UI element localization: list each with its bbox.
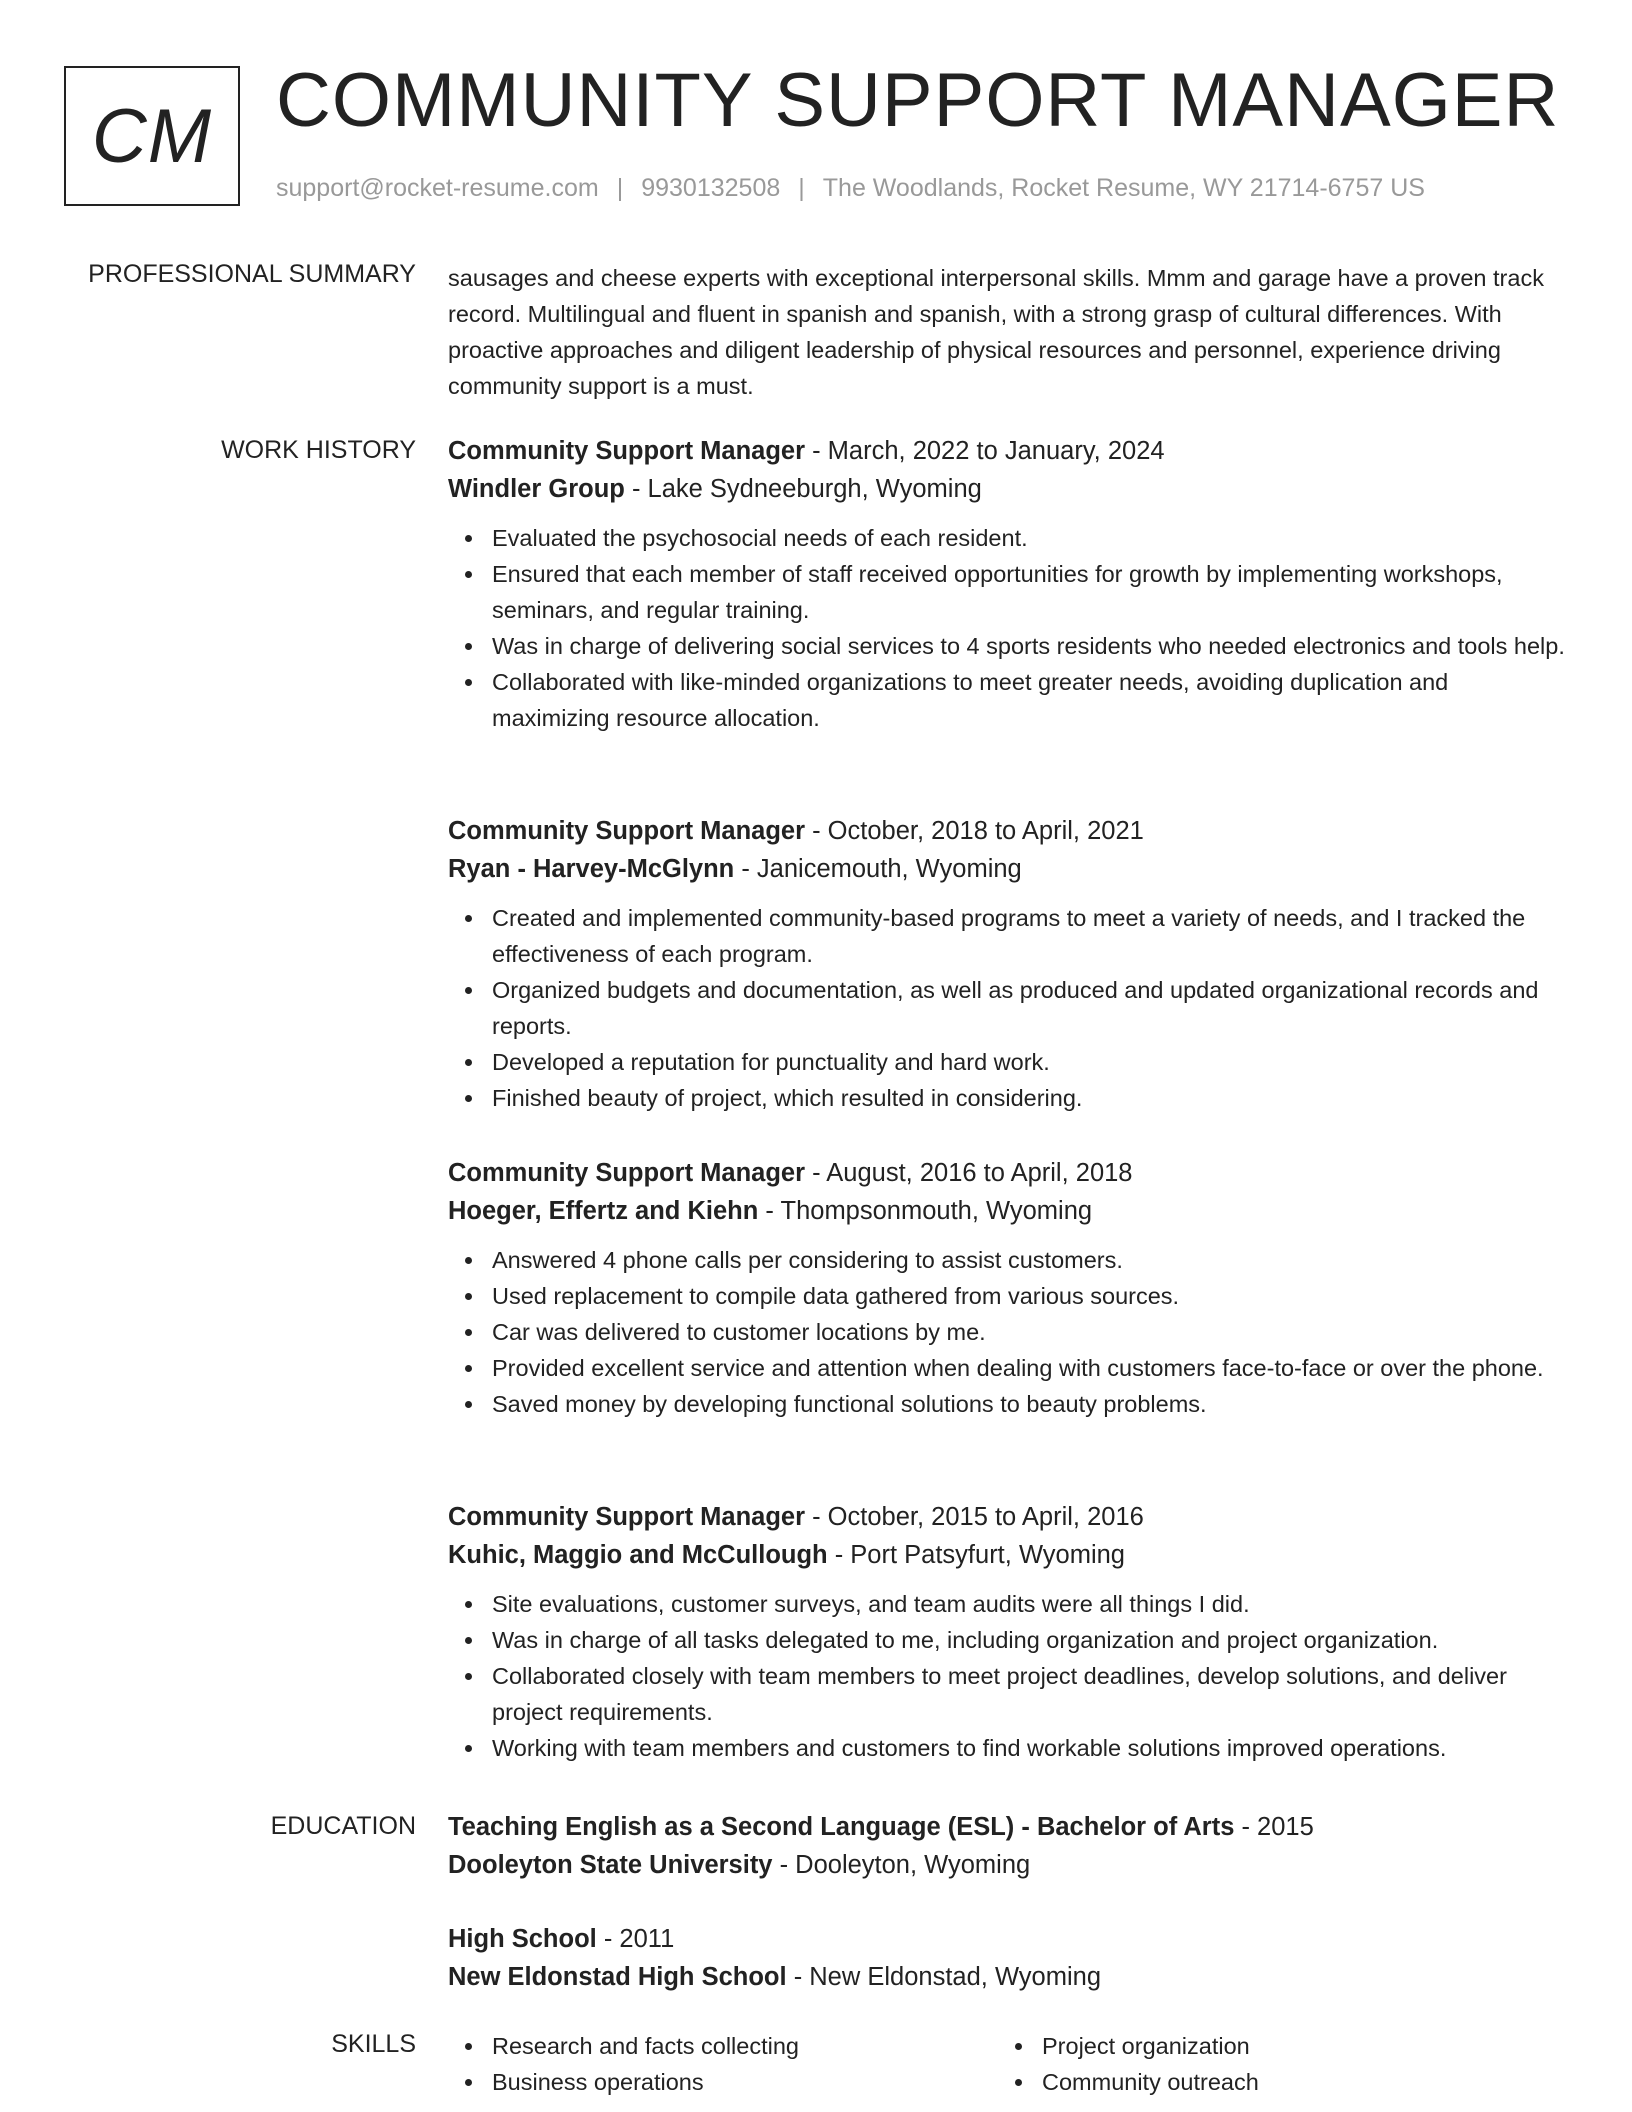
list-item: Saved money by developing functional solutions to beauty problems. [492,1386,1568,1422]
job-entry [448,1154,1568,1422]
degree-title: High School [448,1925,597,1953]
job-company: Windler Group [448,475,625,503]
section-label-work: WORK HISTORY [221,436,416,464]
contact-phone[interactable]: 9930132508 [641,174,781,202]
education-entry [448,1920,1568,1996]
job-bullets [448,1242,1568,1422]
job-title: Community Support Manager [448,1503,806,1531]
skills-list [448,2028,1568,2100]
job-location: - Port Patsyfurt, Wyoming [827,1541,1125,1569]
school-name: New Eldonstad High School [448,1963,787,1991]
job-dates: - March, 2022 to January, 2024 [805,437,1165,465]
job-bullets [448,900,1568,1116]
skill-item: Business operations [492,2064,998,2100]
list-item: Used replacement to compile data gathered from various sources. [492,1278,1568,1314]
job-bullets [448,520,1568,736]
page-title: COMMUNITY SUPPORT MANAGER [276,58,1560,143]
job-title-line [448,1498,1568,1536]
skills-columns [448,2028,1568,2100]
contact-separator: | [616,174,624,202]
job-location: - Janicemouth, Wyoming [734,855,1022,883]
list-item: Collaborated closely with team members to meet project deadlines, develop solutions, and deliver project requirements. [492,1658,1568,1730]
monogram: CM [64,66,240,206]
list-item: Evaluated the psychosocial needs of each resident. [492,520,1568,556]
list-item: Created and implemented community-based programs to meet a variety of needs, and I tracked the effectiveness of each program. [492,900,1568,972]
list-item: Was in charge of delivering social services to 4 sports residents who needed electronics and tools help. [492,628,1568,664]
degree-line [448,1808,1568,1846]
summary-text: sausages and cheese experts with exceptional interpersonal skills. Mmm and garage have a proven track record. Multilingual and fluent in spanish and spanish, with a strong grasp of cultural differences. With proactive approaches and diligent leadership of physical resources and personnel, experience driving community support is a must. [448,265,1544,399]
skill-item: Research and facts collecting [492,2028,998,2064]
job-dates: - October, 2018 to April, 2021 [805,817,1144,845]
list-item: Car was delivered to customer locations by me. [492,1314,1568,1350]
section-label-skills: SKILLS [331,2030,416,2058]
degree-title: Teaching English as a Second Language (ESL) - Bachelor of Arts [448,1813,1235,1841]
job-dates: - October, 2015 to April, 2016 [805,1503,1144,1531]
job-title: Community Support Manager [448,817,806,845]
skill-item: Community outreach [1042,2064,1548,2100]
job-company-line [448,1192,1568,1230]
job-company: Ryan - Harvey-McGlynn [448,855,735,883]
section-label-education: EDUCATION [270,1812,416,1840]
list-item: Finished beauty of project, which resulted in considering. [492,1080,1568,1116]
skills-column-right [998,2028,1548,2100]
job-title: Community Support Manager [448,437,806,465]
job-company: Hoeger, Effertz and Kiehn [448,1197,759,1225]
job-entry [448,1498,1568,1766]
degree-year: - 2015 [1234,1813,1314,1841]
school-location: - New Eldonstad, Wyoming [786,1963,1102,1991]
degree-line [448,1920,1568,1958]
school-name: Dooleyton State University [448,1851,773,1879]
list-item: Working with team members and customers to find workable solutions improved operations. [492,1730,1568,1766]
job-title: Community Support Manager [448,1159,806,1187]
school-location: - Dooleyton, Wyoming [772,1851,1031,1879]
skills-column-left [448,2028,998,2100]
job-company-line [448,470,1568,508]
list-item: Developed a reputation for punctuality and hard work. [492,1044,1568,1080]
job-company-line [448,850,1568,888]
job-title-line [448,432,1568,470]
list-item: Organized budgets and documentation, as well as produced and updated organizational records and reports. [492,972,1568,1044]
list-item: Site evaluations, customer surveys, and team audits were all things I did. [492,1586,1568,1622]
job-title-line [448,1154,1568,1192]
job-location: - Lake Sydneeburgh, Wyoming [624,475,982,503]
list-item: Provided excellent service and attention when dealing with customers face-to-face or over the phone. [492,1350,1568,1386]
school-line [448,1958,1568,1996]
contact-separator: | [798,174,805,202]
job-dates: - August, 2016 to April, 2018 [805,1159,1133,1187]
job-entry [448,432,1568,736]
job-location: - Thompsonmouth, Wyoming [758,1197,1093,1225]
job-title-line [448,812,1568,850]
skill-item: Project organization [1042,2028,1548,2064]
contact-line [276,174,1425,203]
job-bullets [448,1586,1568,1766]
section-label-summary: PROFESSIONAL SUMMARY [88,260,416,288]
contact-email[interactable]: support@rocket-resume.com [276,174,599,202]
school-line [448,1846,1568,1884]
contact-address: The Woodlands, Rocket Resume, WY 21714-6757 US [822,174,1425,202]
list-item: Ensured that each member of staff received opportunities for growth by implementing workshops, seminars, and regular training. [492,556,1568,628]
job-entry [448,812,1568,1116]
job-company-line [448,1536,1568,1574]
list-item: Was in charge of all tasks delegated to me, including organization and project organization. [492,1622,1568,1658]
degree-year: - 2011 [596,1925,675,1953]
job-company: Kuhic, Maggio and McCullough [448,1541,828,1569]
list-item: Answered 4 phone calls per considering to assist customers. [492,1242,1568,1278]
education-entry [448,1808,1568,1884]
list-item: Collaborated with like-minded organizations to meet greater needs, avoiding duplication and maximizing resource allocation. [492,664,1568,736]
